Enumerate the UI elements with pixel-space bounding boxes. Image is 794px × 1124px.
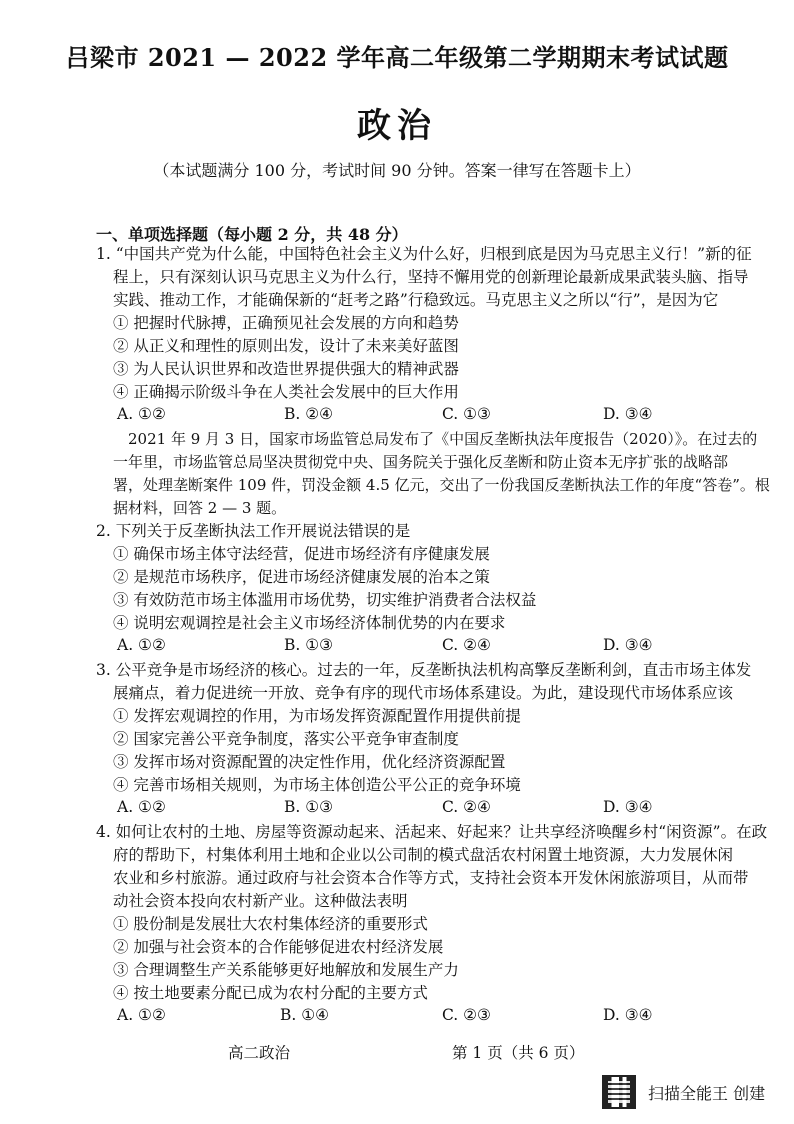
question-3-line: 3. 公平竞争是市场经济的核心。过去的一年，反垄断执法机构高擎反垄断利剑，直击市场主体发 — [96, 661, 752, 679]
question-3-line: 展痛点，着力促进统一开放、竞争有序的现代市场体系建设。为此，建设现代市场体系应该 — [113, 684, 734, 702]
question-4-line: 府的帮助下，村集体利用土地和企业以公司制的模式盘活农村闲置土地资源，大力发展休闲 — [113, 846, 734, 864]
question-4-option-a: A. ①② — [117, 1006, 166, 1024]
question-3-item: ① 发挥宏观调控的作用，为市场发挥资源配置作用提供前提 — [113, 707, 521, 725]
question-1-line: 实践、推动工作，才能确保新的“赶考之路”行稳致远。马克思主义之所以“行”，是因为它 — [113, 291, 719, 309]
question-2-line: 2. 下列关于反垄断执法工作开展说法错误的是 — [96, 522, 411, 540]
question-2-item: ④ 说明宏观调控是社会主义市场经济体制优势的内在要求 — [113, 614, 506, 632]
question-3-option-c: C. ②④ — [442, 798, 491, 816]
question-1-item: ③ 为人民认识世界和改造世界提供强大的精神武器 — [113, 360, 459, 378]
question-1-option-c: C. ①③ — [442, 405, 491, 423]
question-2-item: ③ 有效防范市场主体滥用市场优势，切实维护消费者合法权益 — [113, 591, 537, 609]
question-1-option-a: A. ①② — [117, 405, 166, 423]
subject-title: 政治 — [357, 106, 437, 146]
passage-line: 署，处理垄断案件 109 件，罚没金额 4.5 亿元，交出了一份我国反垄断执法工作的年度“答卷”。根 — [113, 476, 770, 494]
question-4-item: ③ 合理调整生产关系能够更好地解放和发展生产力 — [113, 961, 459, 979]
question-3-item: ② 国家完善公平竞争制度，落实公平竞争审查制度 — [113, 730, 459, 748]
question-4-item: ① 股份制是发展壮大农村集体经济的重要形式 — [113, 915, 428, 933]
qr-code-icon — [602, 1075, 636, 1109]
question-1-line: 程上，只有深刻认识马克思主义为什么行，坚持不懈用党的创新理论最新成果武装头脑、指导 — [113, 268, 749, 286]
question-2-item: ① 确保市场主体守法经营，促进市场经济有序健康发展 — [113, 545, 490, 563]
question-3-option-a: A. ①② — [117, 798, 166, 816]
passage-line: 一年里，市场监管总局坚决贯彻党中央、国务院关于强化反垄断和防止资本无序扩张的战略部 — [113, 453, 729, 471]
question-4-option-d: D. ③④ — [603, 1006, 653, 1024]
passage-line: 2021 年 9 月 3 日，国家市场监管总局发布了《中国反垄断执法年度报告（2020）》。在过去的 — [128, 430, 758, 448]
question-4-option-c: C. ②③ — [442, 1006, 491, 1024]
scanner-watermark-text: 扫描全能王 创建 — [648, 1084, 766, 1103]
section-heading: 一、单项选择题（每小题 2 分，共 48 分） — [96, 225, 408, 244]
exam-title: 吕梁市 2021 — 2022 学年高二年级第二学期期末考试试题 — [65, 43, 729, 72]
question-3-item: ④ 完善市场相关规则，为市场主体创造公平公正的竞争环境 — [113, 776, 521, 794]
question-4-line: 4. 如何让农村的土地、房屋等资源动起来、活起来、好起来？让共享经济唤醒乡村“闲资源”。在政 — [96, 823, 768, 841]
question-2-option-c: C. ②④ — [442, 636, 491, 654]
passage-line: 据材料，回答 2 — 3 题。 — [113, 499, 287, 517]
question-2-item: ② 是规范市场秩序，促进市场经济健康发展的治本之策 — [113, 568, 490, 586]
question-4-line: 农业和乡村旅游。通过政府与社会资本合作等方式，支持社会资本开发休闲旅游项目，从而带 — [113, 869, 749, 887]
question-4-item: ④ 按土地要素分配已成为农村分配的主要方式 — [113, 984, 428, 1002]
question-1-item: ② 从正义和理性的原则出发，设计了未来美好蓝图 — [113, 337, 459, 355]
question-2-option-b: B. ①③ — [284, 636, 334, 654]
question-4-line: 动社会资本投向农村新产业。这种做法表明 — [113, 892, 408, 910]
question-3-item: ③ 发挥市场对资源配置的决定性作用，优化经济资源配置 — [113, 753, 506, 771]
question-4-item: ② 加强与社会资本的合作能够促进农村经济发展 — [113, 938, 444, 956]
question-1-option-b: B. ②④ — [284, 405, 334, 423]
question-3-option-b: B. ①③ — [284, 798, 334, 816]
question-1-option-d: D. ③④ — [603, 405, 653, 423]
footer-page-number: 第 1 页（共 6 页） — [452, 1044, 585, 1062]
question-1-item: ① 把握时代脉搏，正确预见社会发展的方向和趋势 — [113, 314, 459, 332]
question-1-line: 1. “中国共产党为什么能，中国特色社会主义为什么好，归根到底是因为马克思主义行！”新的征 — [96, 245, 752, 263]
footer-subject: 高二政治 — [228, 1044, 291, 1062]
question-1-item: ④ 正确揭示阶级斗争在人类社会发展中的巨大作用 — [113, 383, 459, 401]
question-2-option-d: D. ③④ — [603, 636, 653, 654]
question-4-option-b: B. ①④ — [280, 1006, 330, 1024]
exam-note: （本试题满分 100 分，考试时间 90 分钟。答案一律写在答题卡上） — [153, 161, 641, 180]
question-2-option-a: A. ①② — [117, 636, 166, 654]
question-3-option-d: D. ③④ — [603, 798, 653, 816]
